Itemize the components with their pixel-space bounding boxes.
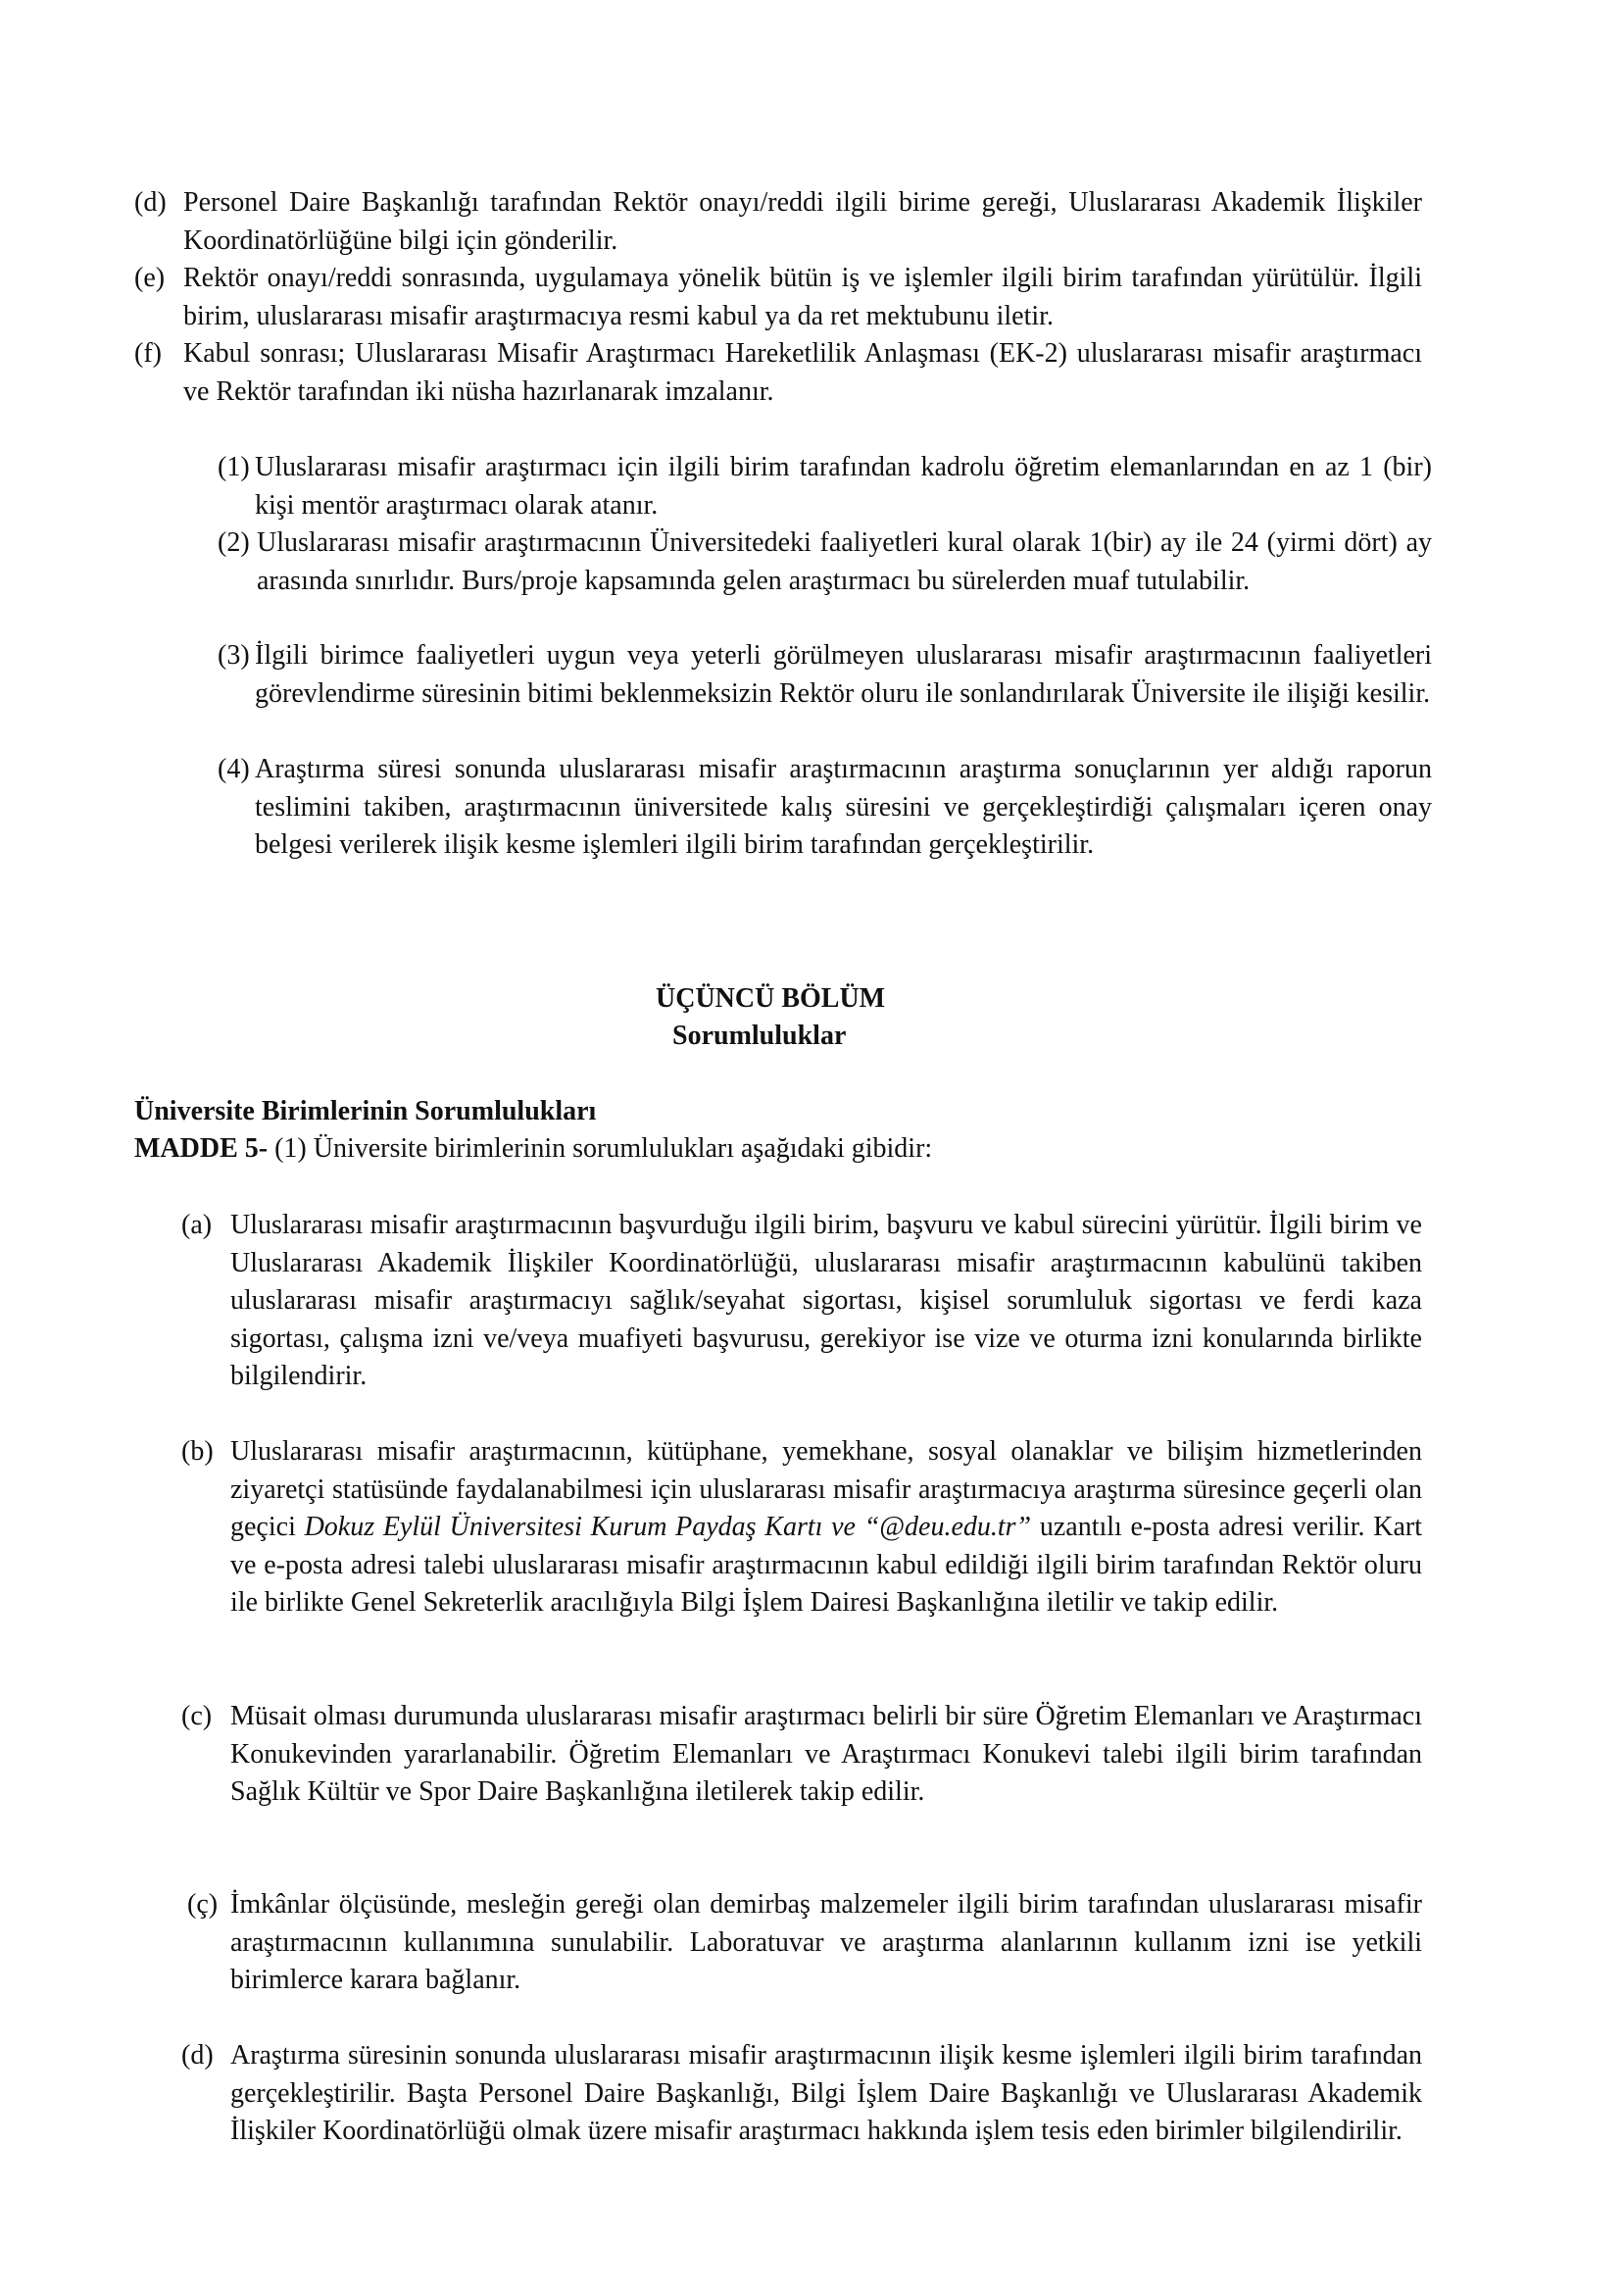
resp-item-c <box>181 1698 1422 1812</box>
list-item-label: (e) <box>134 263 166 293</box>
sub-item-1 <box>218 449 1432 524</box>
resp-item-a <box>181 1207 1422 1396</box>
resp-item-text: Müsait olması durumunda uluslararası misafir araştırmacı belirli bir süre Öğretim Elemanları ve Araştırmacı Konukevinden yararlanabilir. Öğretim Elemanları ve Araştırmacı Konukevi talebi ilgili birim tarafından Sağlık Kültür ve Spor Daire Başkanlığına iletilerek takip edilir. <box>230 1701 1422 1807</box>
resp-item-text: Uluslararası misafir araştırmacının başvurduğu ilgili birim, başvuru ve kabul sürecini yürütür. İlgili birim ve Uluslararası Akademik İlişkiler Koordinatörlüğü, uluslararası misafir araştırmacının kabulünü takiben uluslararası misafir araştırmacıyı sağlık/seyahat sigortası, kişisel sorumluluk sigortası ve ferdi kaza sigortası, çalışma izni ve/veya muafiyeti başvurusu, gerekiyor ise vize ve oturma izni konularında birlikte bilgilendirir. <box>230 1210 1422 1391</box>
resp-item-label: (ç) <box>187 1889 219 1920</box>
list-item-e-top <box>134 260 1422 335</box>
sub-item-label: (2) <box>218 527 250 558</box>
section-subtitle: Sorumluluklar <box>672 1021 847 1051</box>
resp-item-label: (d) <box>181 2040 214 2071</box>
article-line <box>134 1130 932 1169</box>
sub-item-4 <box>218 751 1432 865</box>
sub-item-label: (1) <box>218 452 250 482</box>
sub-item-label: (3) <box>218 640 250 671</box>
sub-item-2 <box>218 524 1432 600</box>
resp-item-d <box>181 2037 1422 2151</box>
resp-item-label: (b) <box>181 1436 214 1467</box>
list-item-text: Personel Daire Başkanlığı tarafından Rektör onayı/reddi ilgili birime gereği, Uluslararası Akademik İlişkiler Koordinatörlüğüne bilgi için gönderilir. <box>183 187 1422 256</box>
resp-item-text-part: uzantılı e-posta adresi verilir. Kart ve e-posta adresi talebi uluslararası misafir araştırmacının kabul edildiği ilgili birim tarafından Rektör oluru ile birlikte Genel Sekreterlik aracılığıyla Bilgi İşlem Dairesi Başkanlığına iletilir ve takip edilir. <box>230 1512 1423 1618</box>
sub-item-text: İlgili birimce faaliyetleri uygun veya yeterli görülmeyen uluslararası misafir araştırmacının faaliyetleri görevlendirme süresinin bitimi beklenmeksizin Rektör oluru ile sonlandırılarak Üniversite ile ilişiği kesilir. <box>255 640 1432 709</box>
list-item-text: Kabul sonrası; Uluslararası Misafir Araştırmacı Hareketlilik Anlaşması (EK-2) uluslararası misafir araştırmacı ve Rektör tarafından iki nüsha hazırlanarak imzalanır. <box>183 338 1422 407</box>
article-intro-text: (1) Üniversite birimlerinin sorumlulukları aşağıdaki gibidir: <box>268 1133 933 1164</box>
resp-item-label: (c) <box>181 1701 213 1731</box>
list-item-f-top <box>134 335 1422 411</box>
sub-item-text: Uluslararası misafir araştırmacı için ilgili birim tarafından kadrolu öğretim elemanlarından en az 1 (bir) kişi mentör araştırmacı olarak atanır. <box>255 452 1432 521</box>
resp-item-text-part: Uluslararası misafir araştırmacının, kütüphane, yemekhane, sosyal olanaklar ve bilişim hizmetlerinden ziyaretçi statüsünde faydalanabilmesi için uluslararası misafir araştırmacıya araştırma süresince geçerli olan geçici <box>230 1436 1422 1542</box>
list-item-text: Rektör onayı/reddi sonrasında, uygulamaya yönelik bütün iş ve işlemler ilgili birim tarafından yürütülür. İlgili birim, uluslararası misafir araştırmacıya resmi kabul ya da ret mektubunu iletir. <box>183 263 1422 331</box>
resp-item-label: (a) <box>181 1210 213 1240</box>
sub-item-3 <box>218 637 1432 713</box>
list-item-d-top <box>134 184 1422 260</box>
resp-item-text: Araştırma süresinin sonunda uluslararası misafir araştırmacının ilişik kesme işlemleri ilgili birim tarafından gerçekleştirilir. Başta Personel Daire Başkanlığı, Bilgi İşlem Daire Başkanlığı ve Uluslararası Akademik İlişkiler Koordinatörlüğü olmak üzere misafir araştırmacı hakkında işlem tesis eden birimler bilgilendirilir. <box>230 2040 1422 2146</box>
resp-item-text-italic: Dokuz Eylül Üniversitesi Kurum Paydaş Kartı ve “@deu.edu.tr” <box>304 1512 1032 1542</box>
article-number: MADDE 5- <box>134 1133 269 1164</box>
article-heading: Üniversite Birimlerinin Sorumlulukları <box>134 1096 597 1126</box>
resp-item-c-cedilla <box>187 1886 1422 2000</box>
resp-item-b <box>181 1433 1422 1622</box>
resp-item-text <box>230 1433 1422 1622</box>
sub-item-text: Uluslararası misafir araştırmacının Üniversitedeki faaliyetleri kural olarak 1(bir) ay ile 24 (yirmi dört) ay arasında sınırlıdır. Burs/proje kapsamında gelen araştırmacı bu sürelerden muaf tutulabilir. <box>257 527 1432 596</box>
sub-item-label: (4) <box>218 754 250 784</box>
list-item-label: (d) <box>134 187 167 218</box>
section-title: ÜÇÜNCÜ BÖLÜM <box>656 983 886 1014</box>
list-item-label: (f) <box>134 338 162 369</box>
resp-item-text: İmkânlar ölçüsünde, mesleğin gereği olan demirbaş malzemeler ilgili birim tarafından uluslararası misafir araştırmacının kullanımına sunulabilir. Laboratuvar ve araştırma alanlarının kullanım izni ise yetkili birimlerce karara bağlanır. <box>230 1889 1422 1995</box>
sub-item-text: Araştırma süresi sonunda uluslararası misafir araştırmacının araştırma sonuçlarının yer aldığı raporun teslimini takiben, araştırmacının üniversitede kalış süresini ve gerçekleştirdiği çalışmaları içeren onay belgesi verilerek ilişik kesme işlemleri ilgili birim tarafından gerçekleştirilir. <box>255 754 1432 860</box>
